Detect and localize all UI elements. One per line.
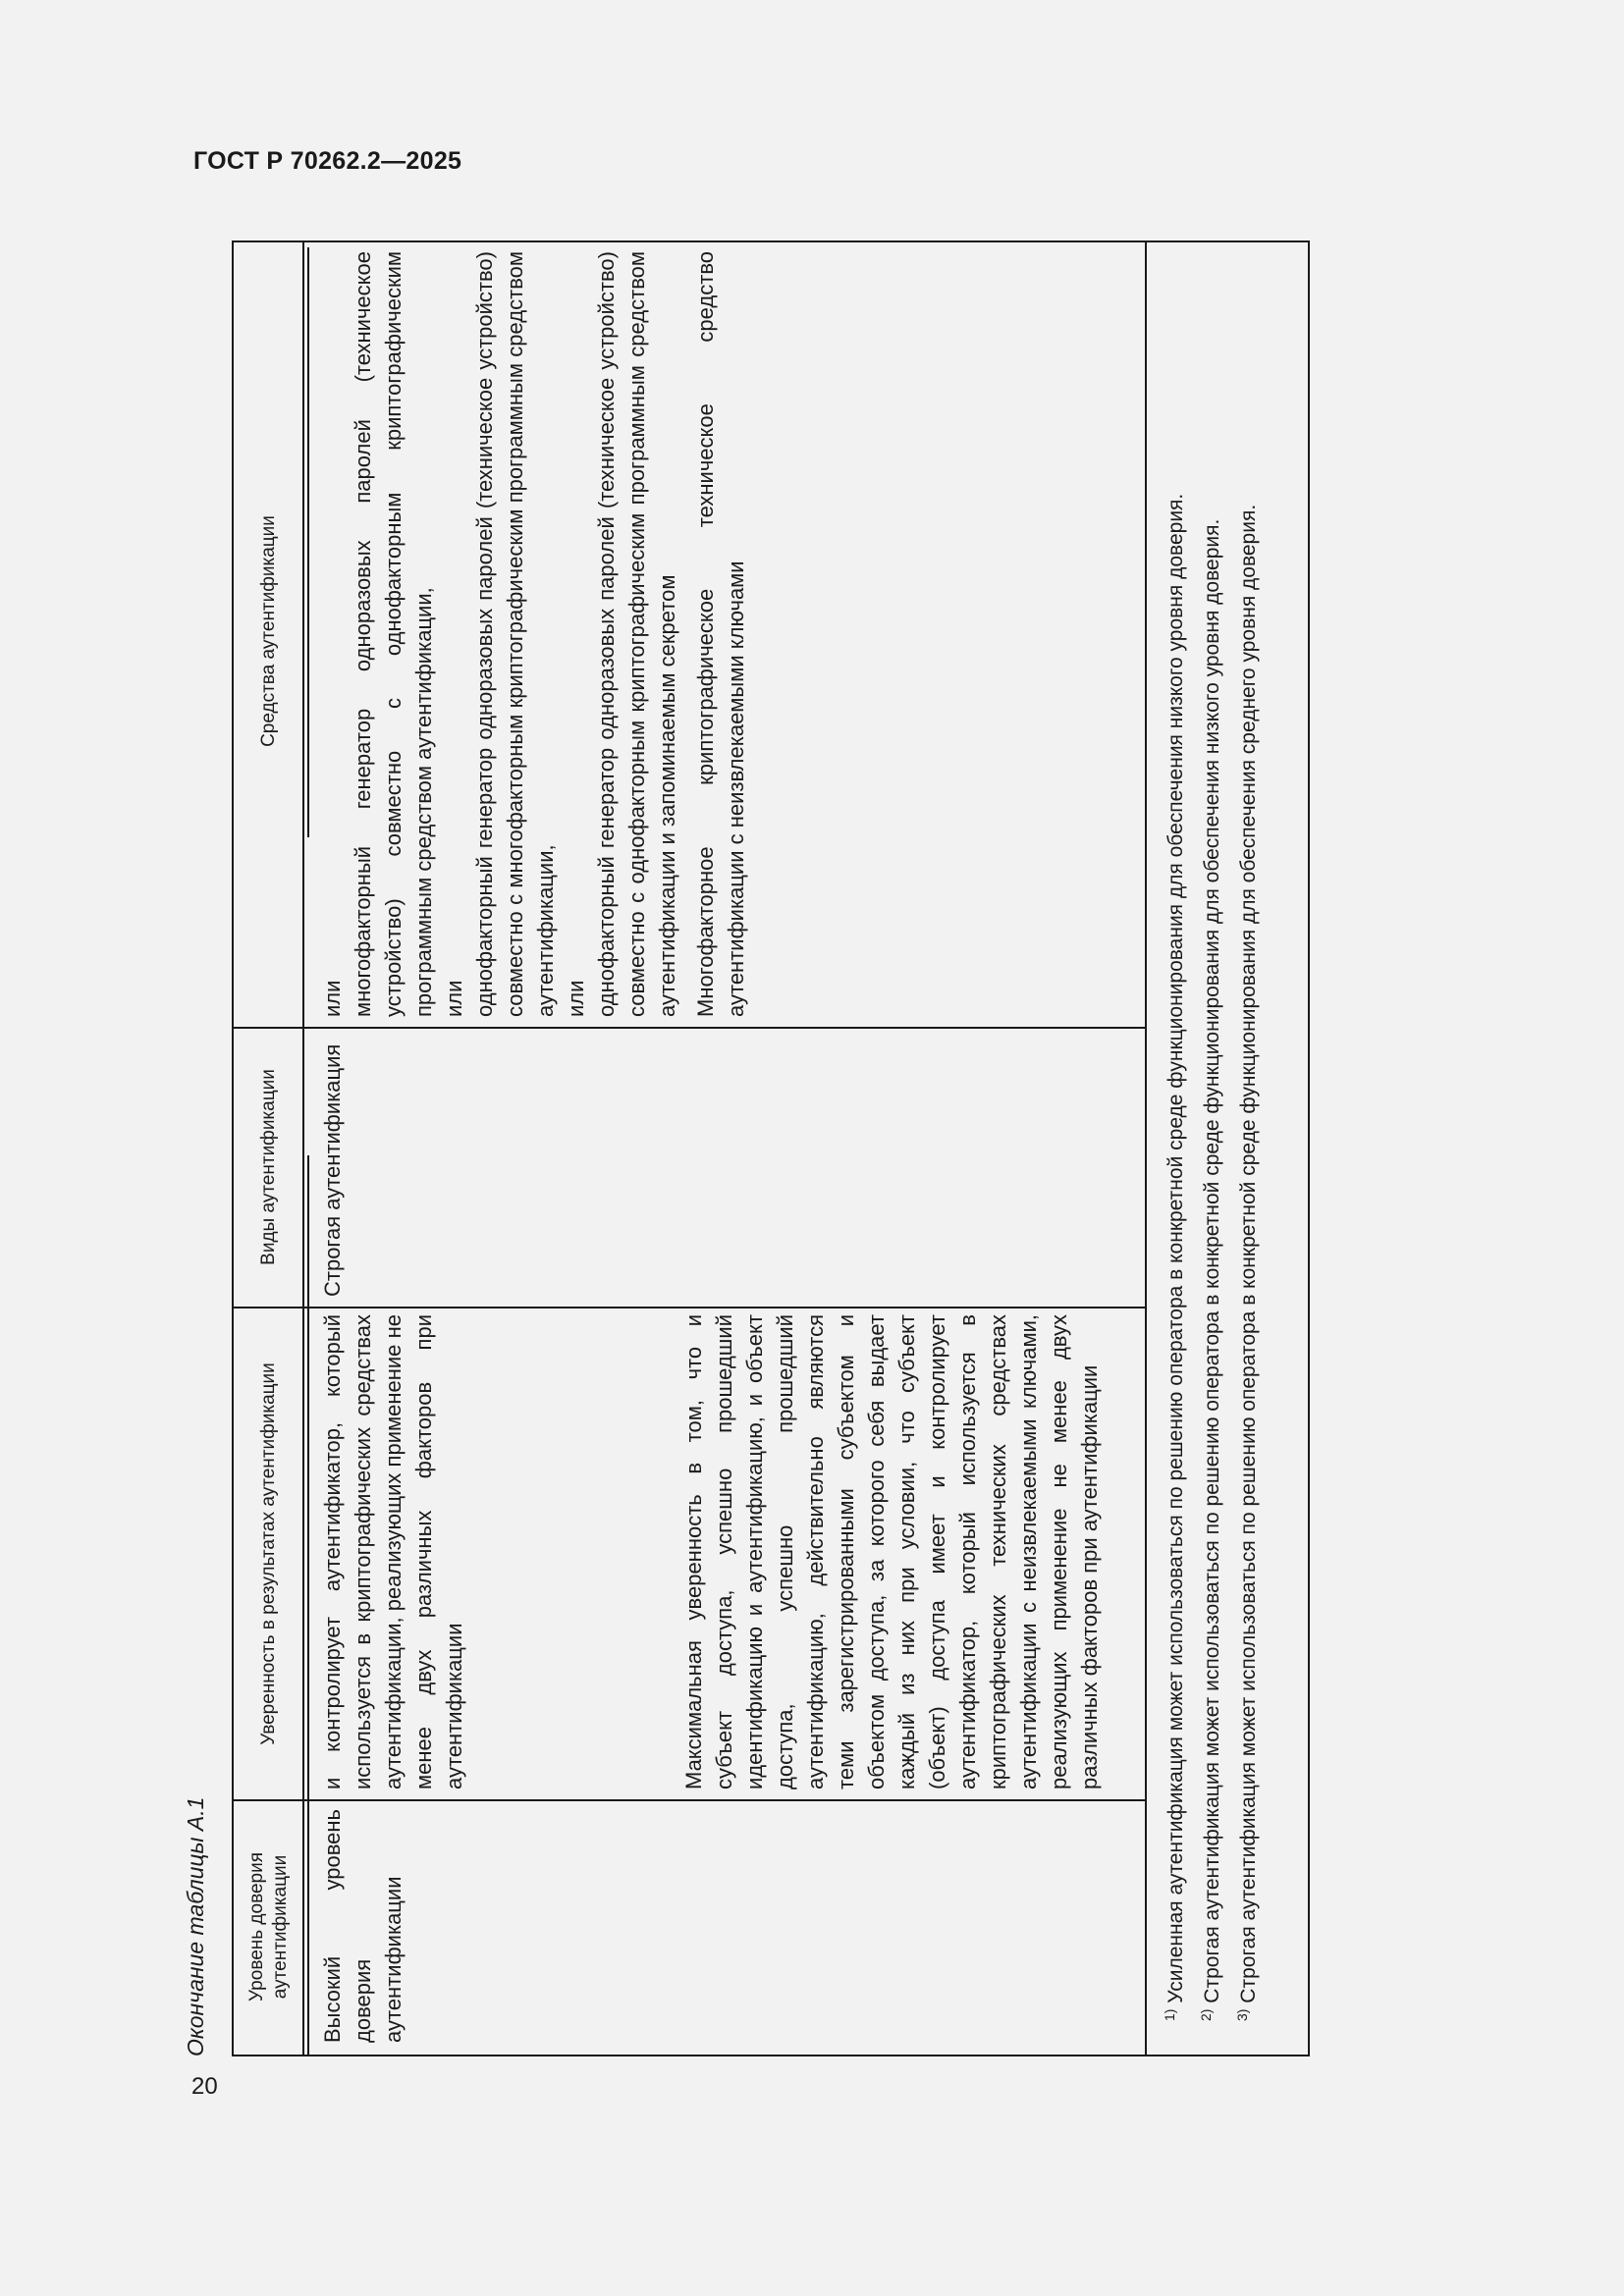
cell-level: Высокий уровень доверия аутентификации bbox=[320, 1809, 406, 2043]
footnote-mark: 3) bbox=[1234, 2008, 1250, 2021]
means-item: или bbox=[320, 980, 345, 1017]
rotated-table-area bbox=[183, 240, 1351, 2056]
means-item: Многофакторное криптографическое техническое средство аутентификации с неизвлекаемыми ключами bbox=[693, 251, 748, 1017]
header-divider-double-b bbox=[307, 247, 309, 837]
page-number: 20 bbox=[191, 2073, 218, 2100]
col-header-confidence: Уверенность в результатах аутентификации bbox=[258, 1362, 279, 1745]
col-divider-2 bbox=[234, 1307, 1145, 1308]
footnote-text: Строгая аутентификация может использоваться по решению оператора в конкретной среде функционирования для обеспечения низкого уровня доверия. bbox=[1201, 518, 1223, 2003]
means-item: или bbox=[442, 980, 466, 1017]
col-header-kind: Виды аутентификации bbox=[258, 1069, 279, 1265]
col-divider-1 bbox=[234, 1799, 1145, 1801]
cell-means bbox=[317, 251, 751, 1017]
footnote-text: Усиленная аутентификация может использоваться по решению оператора в конкретной среде функционирования для обеспечения низкого уровня доверия. bbox=[1164, 493, 1187, 2003]
footnote-mark: 1) bbox=[1162, 2008, 1177, 2021]
col-header-level: Уровень доверия аутентификации bbox=[246, 1851, 291, 2002]
cell-confidence-2: Максимальная уверенность в том, что и субъект доступа, успешно прошедший идентификацию и аутентификацию, и объект доступа, успешно прошедший аутентификацию, действительно являются теми зарегистрированными субъектом и объектом доступа, за которого себя выдает каждый из них при условии, что субъект (объект) доступа имеет и контролирует аутентификатор, который используется в криптографических технических средствах аутентификации с неизвлекаемыми ключами, реализующих применение не менее двух различных факторов при аутентификации bbox=[681, 1314, 1102, 1789]
table-caption: Окончание таблицы А.1 bbox=[183, 1796, 208, 2056]
table bbox=[232, 240, 1310, 2056]
means-item: или bbox=[564, 980, 588, 1017]
cell-confidence-1: и контролирует аутентификатор, который используется в криптографических средствах аутентификации, реализующих применение не менее двух различных факторов при аутентификации bbox=[320, 1314, 466, 1789]
means-item: однофакторный генератор одноразовых паролей (техническое устройство) совместно с многофакторным криптографическим программным средством аутентификации, bbox=[472, 251, 558, 1017]
footnote bbox=[1227, 250, 1264, 2043]
means-item: многофакторный генератор одноразовых паролей (техническое устройство) совместно с однофакторным криптографическим программным средством аутентификации, bbox=[351, 251, 436, 1017]
header-divider-double-a bbox=[307, 1155, 309, 2055]
means-item: однофакторный генератор одноразовых паролей (техническое устройство) совместно с однофакторным криптографическим программным средством аутентификации и запоминаемым секретом bbox=[594, 251, 679, 1017]
cell-kind: Строгая аутентификация bbox=[320, 1043, 345, 1297]
footnote-text: Строгая аутентификация может использоваться по решению оператора в конкретной среде функционирования для обеспечения среднего уровня доверия. bbox=[1237, 504, 1260, 2003]
footnote bbox=[1191, 250, 1227, 2043]
header-divider bbox=[302, 242, 304, 2055]
col-divider-3 bbox=[234, 1027, 1145, 1029]
footnote-mark: 2) bbox=[1198, 2008, 1214, 2021]
footnote bbox=[1155, 250, 1191, 2043]
document-code: ГОСТ Р 70262.2—2025 bbox=[193, 147, 462, 175]
col-header-means: Средства аутентификации bbox=[258, 515, 279, 747]
footnote-divider bbox=[1145, 242, 1147, 2055]
footnotes bbox=[1155, 250, 1264, 2043]
